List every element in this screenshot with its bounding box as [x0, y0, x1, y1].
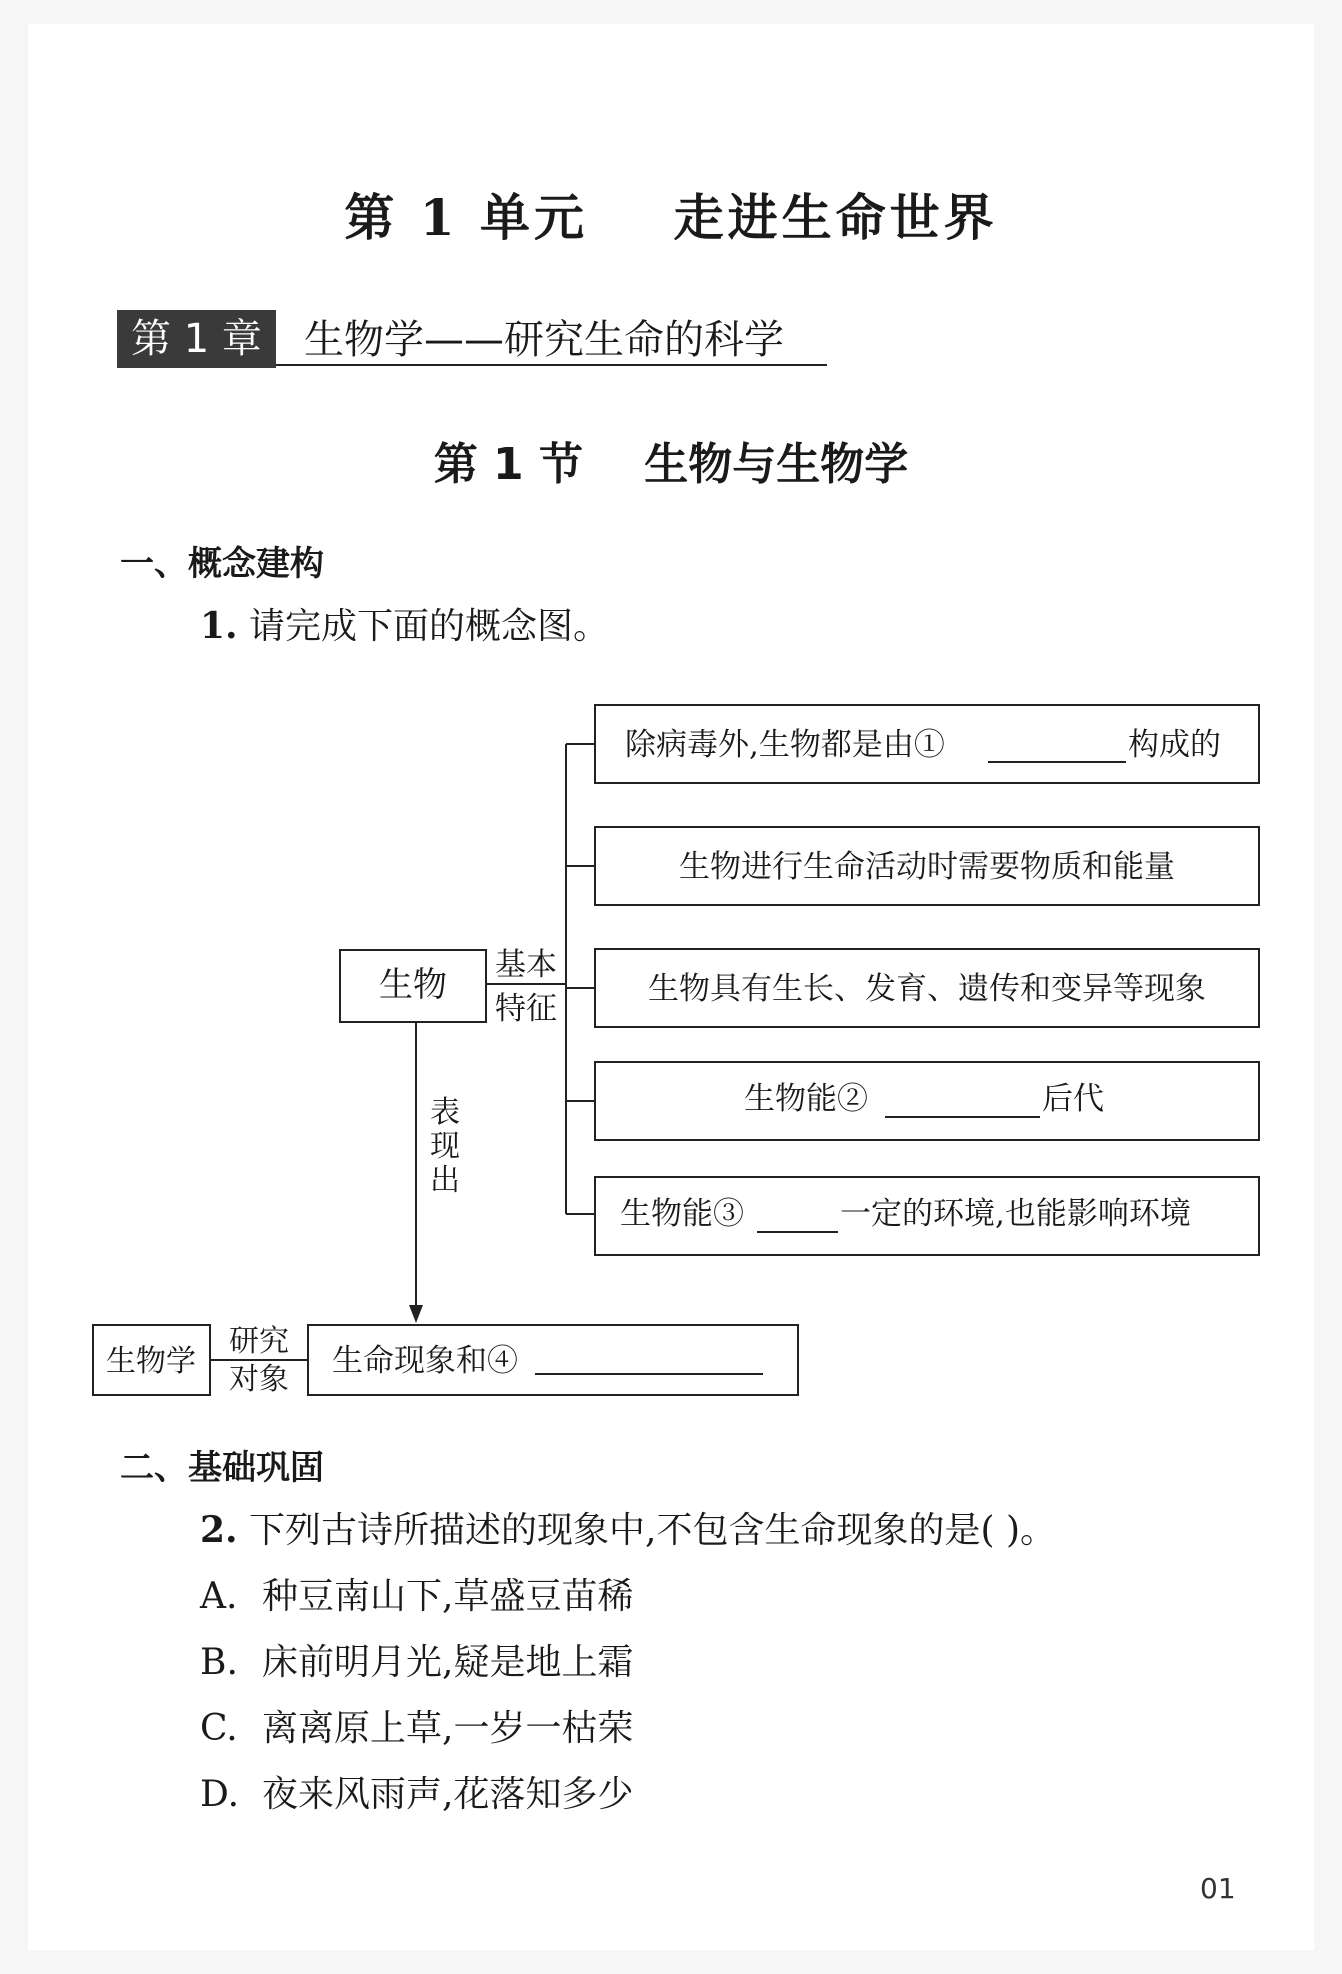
study-label-line1: 研究 [229, 1324, 289, 1359]
question-2 [200, 1502, 1056, 1553]
option-text: 离离原上草,一岁一枯荣 [262, 1708, 634, 1749]
study-object-text: 生命现象和④ [332, 1343, 518, 1379]
part-heading-basic: 二、基础巩固 [120, 1448, 324, 1488]
feature-1-after: 构成的 [1128, 727, 1221, 763]
feature-4-before: 生物能② [744, 1081, 868, 1117]
option-b[interactable] [200, 1634, 633, 1685]
unit-title: 第 1 单元 走进生命世界 [344, 188, 998, 247]
feature-5-before: 生物能③ [620, 1196, 744, 1232]
organism-label: 生物 [379, 965, 447, 1005]
option-letter: D. [200, 1774, 240, 1815]
feature-3-text: 生物具有生长、发育、遗传和变异等现象 [648, 971, 1206, 1007]
bracket-lines [566, 744, 595, 1214]
section-title: 第 1 节 生物与生物学 [433, 439, 909, 490]
option-text: 夜来风雨声,花落知多少 [262, 1774, 634, 1815]
option-d[interactable] [200, 1766, 633, 1817]
part-heading-concept: 一、概念建构 [120, 544, 324, 584]
question-text: 下列古诗所描述的现象中,不包含生命现象的是( )。 [249, 1510, 1057, 1551]
option-text: 种豆南山下,草盛豆苗稀 [262, 1576, 634, 1617]
chapter-badge: 第 1 章 [117, 310, 276, 368]
study-label-line2: 对象 [229, 1362, 289, 1397]
option-letter: A. [200, 1576, 238, 1617]
feature-5-after: 一定的环境,也能影响环境 [840, 1196, 1191, 1232]
option-text: 床前明月光,疑是地上霜 [262, 1642, 634, 1683]
down-label-3: 出 [430, 1163, 460, 1198]
chapter-title: 生物学——研究生命的科学 [304, 317, 784, 363]
arrowhead-icon [409, 1305, 423, 1323]
option-letter: B. [200, 1642, 238, 1683]
question-number: 1. [200, 605, 238, 647]
feature-box-4 [595, 1062, 1259, 1140]
question-number: 2. [200, 1509, 238, 1551]
question-text: 请完成下面的概念图。 [249, 606, 610, 647]
option-letter: C. [200, 1708, 238, 1749]
option-a[interactable] [200, 1568, 633, 1619]
branch-label-line1: 基本 [495, 947, 557, 983]
option-c[interactable] [200, 1700, 633, 1751]
feature-1-before: 除病毒外,生物都是由① [625, 727, 945, 763]
feature-2-text: 生物进行生命活动时需要物质和能量 [679, 849, 1175, 885]
branch-label-line2: 特征 [495, 991, 557, 1027]
page-number: 01 [1200, 1872, 1236, 1905]
down-label-2: 现 [430, 1129, 460, 1164]
down-label-1: 表 [430, 1095, 460, 1130]
biology-label: 生物学 [106, 1344, 196, 1379]
feature-4-after: 后代 [1042, 1081, 1104, 1117]
